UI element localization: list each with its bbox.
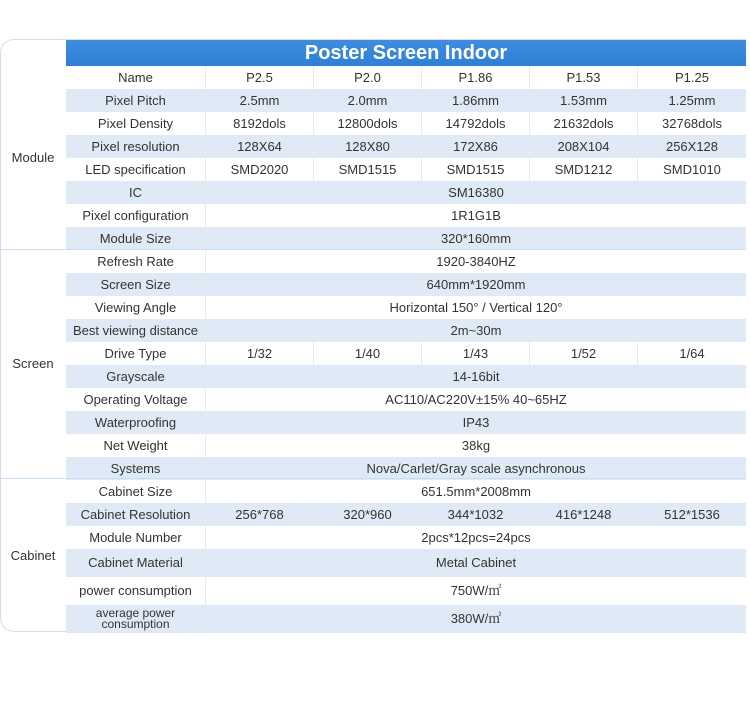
row-label: Waterproofing bbox=[94, 414, 177, 430]
row-value: 512*1536 bbox=[637, 503, 746, 526]
row-value: 1/64 bbox=[637, 342, 746, 365]
row-value: 172X86 bbox=[421, 135, 529, 158]
row-value: 128X80 bbox=[313, 135, 421, 158]
row-value: SMD1010 bbox=[637, 158, 746, 181]
row-label: Operating Voltage bbox=[83, 391, 188, 407]
row-value: SMD1515 bbox=[313, 158, 421, 181]
table-row bbox=[66, 526, 746, 549]
section-label-cabinet: Cabinet bbox=[10, 547, 56, 563]
table-row bbox=[66, 365, 746, 388]
row-value: P1.86 bbox=[421, 66, 529, 89]
row-label: Module Size bbox=[99, 230, 172, 246]
row-value: 2m~30m bbox=[205, 319, 746, 342]
row-value: P2.5 bbox=[205, 66, 313, 89]
row-label: Pixel configuration bbox=[82, 207, 189, 223]
row-label: Refresh Rate bbox=[97, 253, 174, 269]
row-value: 256X128 bbox=[637, 135, 746, 158]
row-value: Nova/Carlet/Gray scale asynchronous bbox=[205, 457, 746, 480]
row-value: 14-16bit bbox=[205, 365, 746, 388]
table-row bbox=[66, 342, 746, 365]
row-label: Cabinet Size bbox=[98, 483, 173, 499]
table-row bbox=[66, 273, 746, 296]
row-value: 1/43 bbox=[421, 342, 529, 365]
row-label: average power consumption bbox=[95, 606, 176, 631]
table-row bbox=[66, 158, 746, 181]
row-label: Pixel Density bbox=[97, 115, 174, 131]
row-value: 344*1032 bbox=[421, 503, 529, 526]
row-value: P1.25 bbox=[637, 66, 746, 89]
row-value: 320*160mm bbox=[205, 227, 746, 250]
table-row bbox=[66, 605, 746, 633]
table-row bbox=[66, 319, 746, 342]
row-label: LED specification bbox=[85, 161, 186, 177]
section-label-screen: Screen bbox=[12, 356, 54, 371]
row-value: 1920-3840HZ bbox=[205, 250, 746, 273]
row-value: 208X104 bbox=[529, 135, 637, 158]
row-value: 256*768 bbox=[205, 503, 313, 526]
row-value: 1/40 bbox=[313, 342, 421, 365]
row-value: 750W/㎡ bbox=[205, 577, 746, 605]
row-label: Systems bbox=[110, 460, 161, 476]
row-value: 2.0mm bbox=[313, 89, 421, 112]
row-label: IC bbox=[129, 184, 142, 200]
row-value: 14792dols bbox=[421, 112, 529, 135]
row-value: 1.25mm bbox=[637, 89, 746, 112]
table-row bbox=[66, 434, 746, 457]
table-title: Poster Screen Indoor bbox=[66, 40, 746, 66]
row-label: Pixel resolution bbox=[91, 138, 180, 154]
row-value: 1.53mm bbox=[529, 89, 637, 112]
row-value: P1.53 bbox=[529, 66, 637, 89]
row-label: Module Number bbox=[89, 529, 182, 545]
row-value: 12800dols bbox=[313, 112, 421, 135]
row-label: Grayscale bbox=[106, 368, 165, 384]
row-value: 2.5mm bbox=[205, 89, 313, 112]
table-row bbox=[66, 577, 746, 605]
table-row bbox=[66, 549, 746, 577]
row-value: 128X64 bbox=[205, 135, 313, 158]
row-label: Drive Type bbox=[104, 345, 167, 361]
row-label: Cabinet Material bbox=[88, 555, 183, 570]
row-value: SMD1515 bbox=[421, 158, 529, 181]
row-value: P2.0 bbox=[313, 66, 421, 89]
row-value: AC110/AC220V±15% 40~65HZ bbox=[205, 388, 746, 411]
row-value: 38kg bbox=[205, 434, 746, 457]
row-label: Cabinet Resolution bbox=[80, 506, 191, 522]
table-row bbox=[66, 135, 746, 158]
table-row bbox=[66, 227, 746, 250]
table-row bbox=[66, 181, 746, 204]
row-value: SMD1212 bbox=[529, 158, 637, 181]
table-row bbox=[66, 89, 746, 112]
row-value: 1/32 bbox=[205, 342, 313, 365]
table-row bbox=[66, 411, 746, 434]
table-row bbox=[66, 480, 746, 503]
row-value: 640mm*1920mm bbox=[205, 273, 746, 296]
table-row bbox=[66, 250, 746, 273]
row-label: Best viewing distance bbox=[72, 322, 198, 338]
row-label: Viewing Angle bbox=[94, 299, 177, 315]
row-label: Pixel Pitch bbox=[105, 92, 166, 108]
row-value: IP43 bbox=[205, 411, 746, 434]
row-label: Name bbox=[118, 69, 153, 85]
row-label: power consumption bbox=[79, 583, 192, 598]
row-value: 380W/㎡ bbox=[205, 605, 746, 633]
table-row bbox=[66, 66, 746, 89]
table-row bbox=[66, 388, 746, 411]
section-label-module: Module bbox=[11, 150, 55, 165]
row-value: SM16380 bbox=[205, 181, 746, 204]
row-value: 1.86mm bbox=[421, 89, 529, 112]
table-row bbox=[66, 296, 746, 319]
row-label: Net Weight bbox=[103, 437, 168, 453]
table-row bbox=[66, 457, 746, 480]
table-row bbox=[66, 503, 746, 526]
row-value: 1R1G1B bbox=[205, 204, 746, 227]
row-value: SMD2020 bbox=[205, 158, 313, 181]
row-value: 8192dols bbox=[205, 112, 313, 135]
section-divider bbox=[0, 249, 746, 250]
row-value: Horizontal 150° / Vertical 120° bbox=[205, 296, 746, 319]
row-value: 21632dols bbox=[529, 112, 637, 135]
table-row bbox=[66, 204, 746, 227]
row-label: Screen Size bbox=[100, 276, 171, 292]
row-value: 32768dols bbox=[637, 112, 746, 135]
row-value: 651.5mm*2008mm bbox=[205, 480, 746, 503]
row-value: Metal Cabinet bbox=[205, 549, 746, 577]
row-value: 416*1248 bbox=[529, 503, 637, 526]
row-value: 1/52 bbox=[529, 342, 637, 365]
table-row bbox=[66, 112, 746, 135]
row-value: 2pcs*12pcs=24pcs bbox=[205, 526, 746, 549]
row-value: 320*960 bbox=[313, 503, 421, 526]
section-divider bbox=[0, 478, 746, 479]
